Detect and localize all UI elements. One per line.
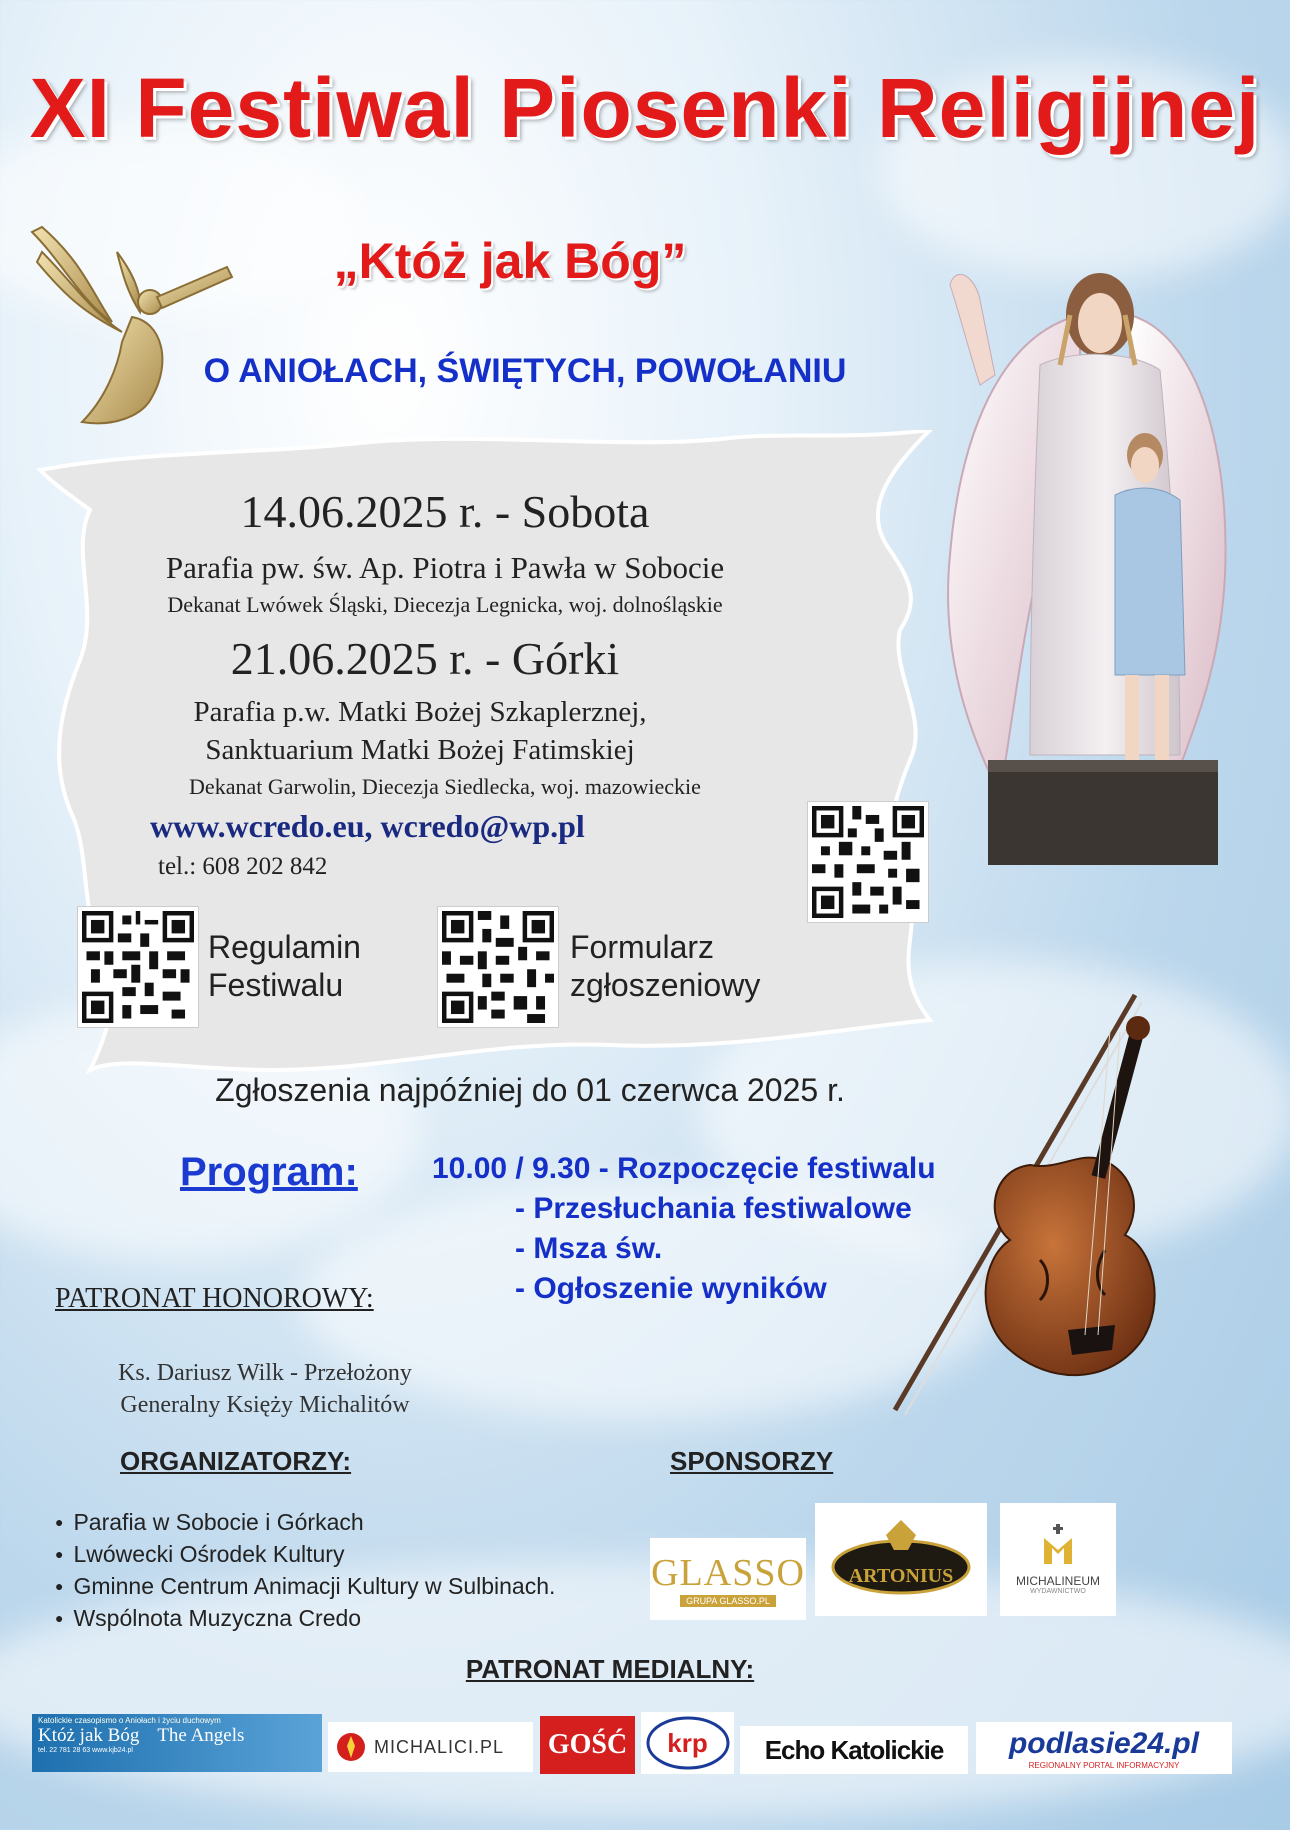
event2-parish-line2: Sanktuarium Matki Bożej Fatimskiej [205,734,635,766]
honorary-patron [50,1357,480,1421]
phone-number: tel.: 608 202 842 [158,853,328,880]
form-qr-label [570,928,760,1004]
form-qr-code[interactable] [438,907,558,1027]
organizers-heading: ORGANIZATORZY: [120,1446,352,1476]
festival-motto: „Któż jak Bóg” [333,233,687,289]
honorary-patronage-heading: PATRONAT HONOROWY: [55,1283,374,1314]
krp-radio-logo[interactable] [641,1712,734,1774]
list-item: ● Parafia w Sobocie i Górkach [55,1508,655,1540]
program-heading: Program: [180,1150,358,1194]
podlasie24-logo[interactable] [976,1722,1232,1774]
list-item: ● Gminne Centrum Animacji Kultury w Sulbinach. [55,1572,655,1604]
michalineum-logo-sub: WYDAWNICTWO [1030,1588,1086,1595]
organizers-list [55,1508,655,1636]
kjb-angels: The Angels [157,1725,245,1746]
festival-topic: O ANIOŁACH, ŚWIĘTYCH, POWOŁANIU [203,352,847,390]
echo-logo-text: Echo Katolickie [764,1734,944,1765]
artonius-emblem-icon [826,1515,976,1605]
artonius-logo[interactable] [815,1503,987,1616]
gosc-logo[interactable] [540,1716,635,1774]
guardian-angel-statue [940,255,1230,935]
honorary-patron-line1: Ks. Dariusz Wilk - Przełożony [118,1360,412,1386]
event2-deanery: Dekanat Garwolin, Diecezja Siedlecka, woj. mazowieckie [189,774,701,799]
event1-deanery: Dekanat Lwówek Śląski, Diecezja Legnicka, woj. dolnośląskie [167,592,723,617]
program-item-results: - Ogłoszenie wyników [515,1272,827,1305]
podlasie-logo-text: podlasie24.pl [1008,1726,1200,1760]
michalineum-logo-text: MICHALINEUM [1015,1574,1100,1588]
kjb-title: Któż jak Bóg [38,1725,140,1746]
program-item-mass: - Msza św. [515,1232,663,1265]
michalineum-logo[interactable] [1000,1503,1116,1616]
glasso-logo-text: GLASSO [651,1552,805,1594]
sponsors-heading: SPONSORZY [670,1446,834,1476]
event2-date: 21.06.2025 r. - Górki [230,633,620,684]
podlasie-logo-sub: REGIONALNY PORTAL INFORMACYJNY [1028,1760,1180,1770]
kjb-contact: tel. 22 781 28 63 www.kjb24.pl [38,1747,133,1754]
submission-deadline: Zgłoszenia najpóźniej do 01 czerwca 2025 r. [215,1072,845,1108]
michalineum-mark-icon [1038,1524,1078,1568]
form-label-line1: Formularz [570,929,715,965]
rules-label-line2: Festiwalu [208,967,344,1003]
honorary-patron-line2: Generalny Księży Michalitów [120,1392,410,1418]
website-qr-code[interactable] [808,802,928,922]
echo-katolickie-logo[interactable] [740,1726,968,1774]
glasso-logo[interactable] [650,1538,806,1620]
event2-parish-line1: Parafia p.w. Matki Bożej Szkaplerznej, [193,696,647,728]
gosc-logo-text: GOŚĆ [547,1729,628,1760]
rules-label-line1: Regulamin [208,929,361,965]
glasso-logo-sub: GRUPA GLASSO.PL [680,1595,776,1607]
michalici-logo-text: MICHALICI.PL [374,1736,505,1757]
program-item-start: 10.00 / 9.30 - Rozpoczęcie festiwalu [432,1152,936,1185]
event1-date: 14.06.2025 r. - Sobota [240,486,650,537]
ktoz-jak-bog-magazine-logo[interactable] [32,1714,322,1772]
list-item: ● Lwówecki Ośrodek Kultury [55,1540,655,1572]
program-item-auditions: - Przesłuchania festiwalowe [515,1192,912,1225]
event2-parish [100,693,740,769]
michalici-emblem-icon [336,1732,366,1762]
website-email-link[interactable]: www.wcredo.eu, wcredo@wp.pl [150,808,585,844]
festival-title: XI Festiwal Piosenki Religijnej [29,61,1261,155]
michalici-logo[interactable] [328,1722,533,1772]
media-patronage-heading: PATRONAT MEDIALNY: [465,1654,755,1684]
rules-qr-label [208,928,361,1004]
violin-illustration [880,990,1260,1430]
artonius-logo-text: ARTONIUS [848,1565,954,1587]
list-item: ● Wspólnota Muzyczna Credo [55,1604,655,1636]
kjb-tagline: Katolickie czasopismo o Aniołach i życiu duchowym [38,1716,221,1725]
krp-logo-text: krp [667,1727,708,1758]
rules-qr-code[interactable] [78,907,198,1027]
form-label-line2: zgłoszeniowy [570,967,761,1003]
event1-parish: Parafia pw. św. Ap. Piotra i Pawła w Sobocie [165,550,725,585]
trumpet-angel-illustration [22,222,237,432]
